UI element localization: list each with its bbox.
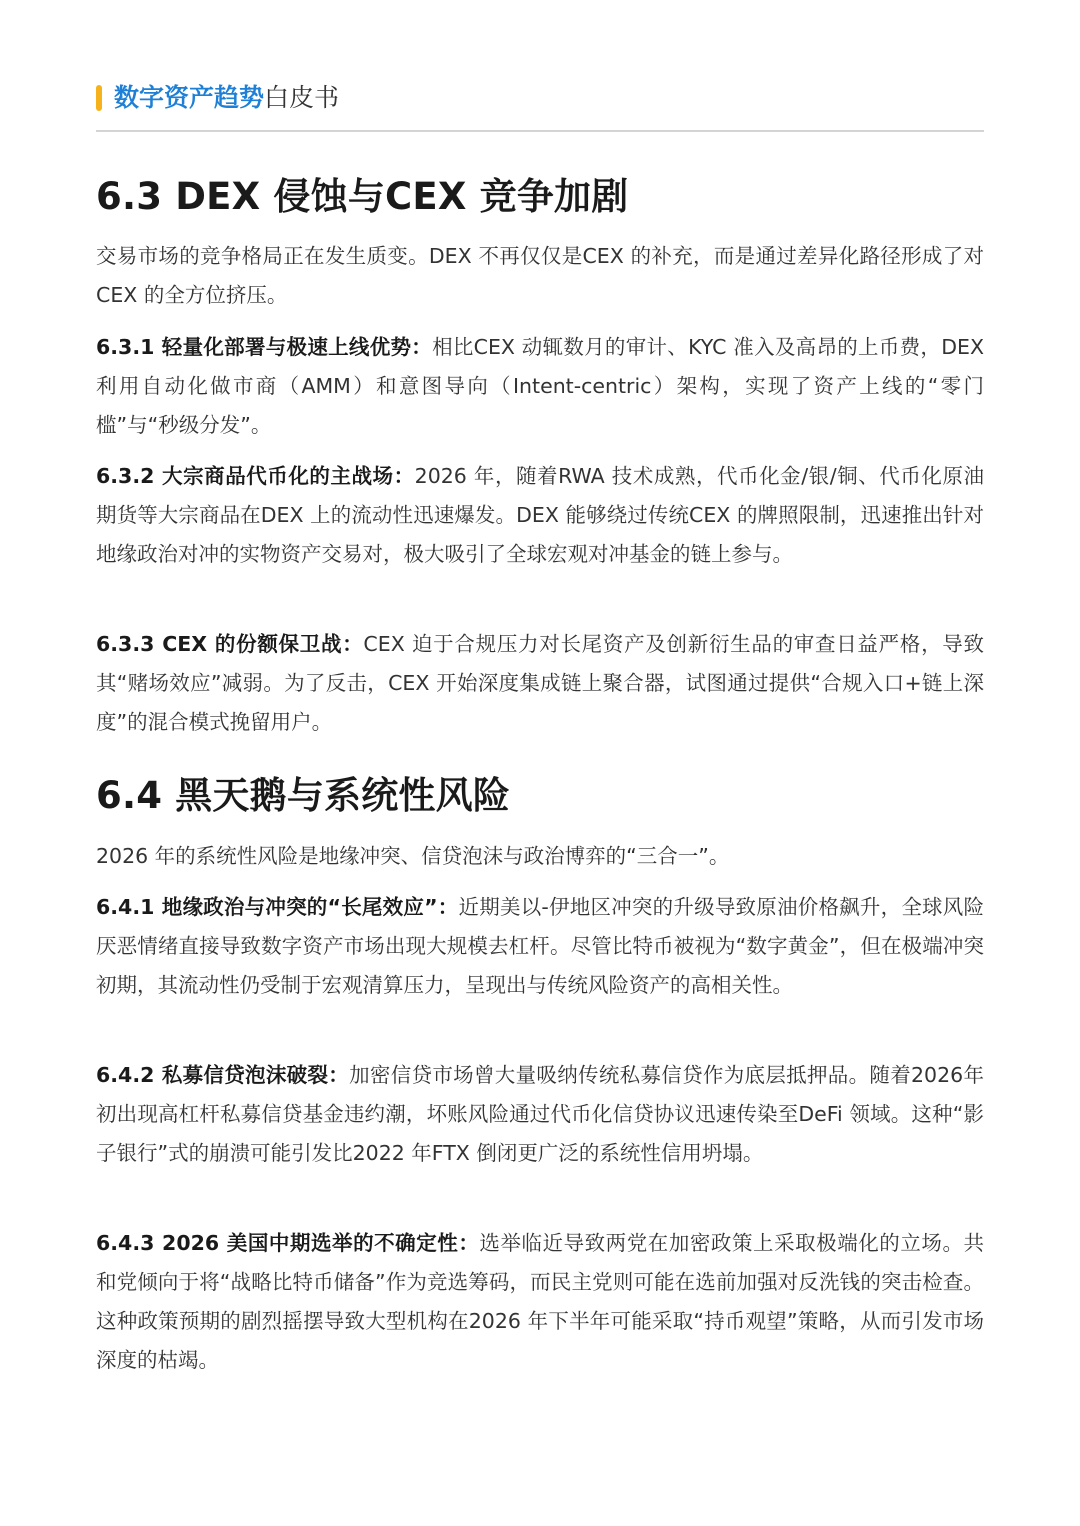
subsection-6-4-2 — [96, 1056, 984, 1173]
section-intro-6-3: 交易市场的竞争格局正在发生质变。DEX 不再仅仅是CEX 的补充，而是通过差异化路径形成了对CEX 的全方位挤压。 — [96, 244, 984, 307]
header-accent-bar — [96, 85, 102, 111]
subsection-6-4-3 — [96, 1224, 984, 1380]
subsection-6-3-1 — [96, 328, 984, 445]
subsection-label: 6.3.3 CEX 的份额保卫战： — [96, 632, 364, 656]
subsection-text: 相比CEX 动辄数月的审计、KYC 准入及高昂的上币费，DEX 利用自动化做市商（AMM）和意图导向（Intent-centric）架构，实现了资产上线的“零门槛”与“秒级分发”。 — [96, 335, 984, 437]
document-title — [114, 80, 339, 116]
subsection-label: 6.4.1 地缘政治与冲突的“长尾效应”： — [96, 895, 459, 919]
subsection-text: CEX 迫于合规压力对长尾资产及创新衍生品的审查日益严格，导致其“赌场效应”减弱。为了反击，CEX 开始深度集成链上聚合器，试图通过提供“合规入口+链上深度”的混合模式挽留用户。 — [96, 632, 985, 734]
document-title-rest: 白皮书 — [264, 83, 340, 112]
section-heading-6-4: 6.4 黑天鹅与系统性风险 — [96, 774, 511, 817]
subsection-6-4-1 — [96, 888, 984, 1005]
subsection-text: 选举临近导致两党在加密政策上采取极端化的立场。共和党倾向于将“战略比特币储备”作为竞选筹码，而民主党则可能在选前加强对反洗钱的突击检查。这种政策预期的剧烈摇摆导致大型机构在2026 年下半年可能采取“持币观望”策略，从而引发市场深度的枯竭。 — [96, 1231, 985, 1372]
subsection-label: 6.4.3 2026 美国中期选举的不确定性： — [96, 1231, 480, 1255]
subsection-6-3-2 — [96, 457, 984, 574]
subsection-label: 6.3.2 大宗商品代币化的主战场： — [96, 464, 415, 488]
subsection-text: 加密信贷市场曾大量吸纳传统私募信贷作为底层抵押品。随着2026年初出现高杠杆私募信贷基金违约潮，坏账风险通过代币化信贷协议迅速传染至DeFi 领域。这种“影子银行”式的崩溃可能引发比2022 年FTX 倒闭更广泛的系统性信用坍塌。 — [96, 1063, 984, 1165]
document-title-accent: 数字资产趋势 — [114, 83, 265, 112]
document-header — [96, 80, 339, 116]
subsection-text: 近期美以-伊地区冲突的升级导致原油价格飙升，全球风险厌恶情绪直接导致数字资产市场出现大规模去杠杆。尽管比特币被视为“数字黄金”，但在极端冲突初期，其流动性仍受制于宏观清算压力，呈现出与传统风险资产的高相关性。 — [96, 895, 985, 997]
subsection-text: 2026 年，随着RWA 技术成熟，代币化金/银/铜、代币化原油期货等大宗商品在DEX 上的流动性迅速爆发。DEX 能够绕过传统CEX 的牌照限制，迅速推出针对地缘政治对冲的实物资产交易对，极大吸引了全球宏观对冲基金的链上参与。 — [96, 464, 984, 566]
section-heading-6-3: 6.3 DEX 侵蚀与CEX 竞争加剧 — [96, 175, 629, 218]
subsection-6-3-3 — [96, 625, 984, 742]
subsection-label: 6.4.2 私募信贷泡沫破裂： — [96, 1063, 350, 1087]
header-divider — [96, 130, 984, 132]
section-intro-6-4: 2026 年的系统性风险是地缘冲突、信贷泡沫与政治博弈的“三合一”。 — [96, 844, 730, 868]
subsection-label: 6.3.1 轻量化部署与极速上线优势： — [96, 335, 433, 359]
